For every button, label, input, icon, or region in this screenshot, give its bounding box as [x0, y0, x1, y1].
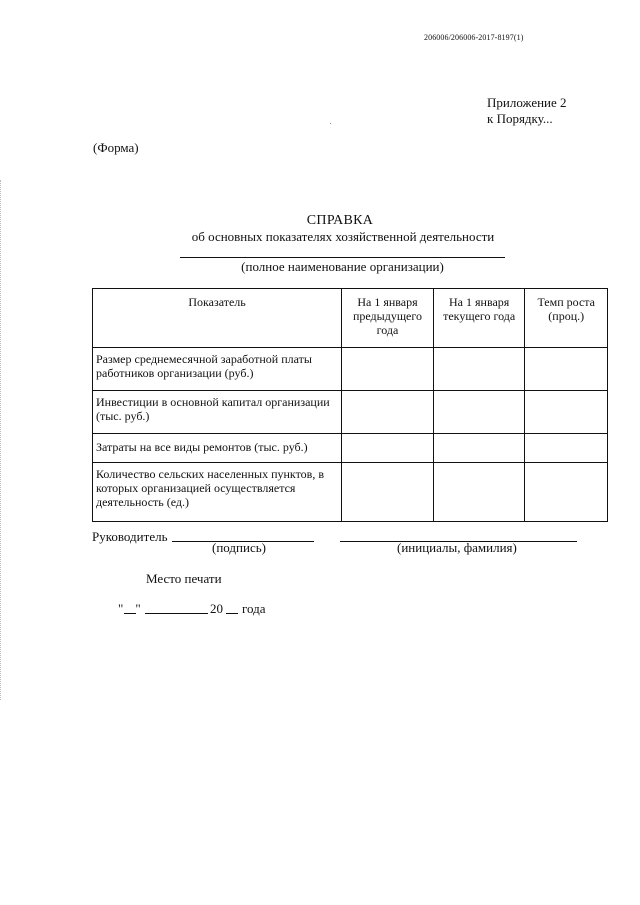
date-field	[118, 601, 141, 617]
name-caption: (инициалы, фамилия)	[397, 540, 517, 555]
table-row	[93, 434, 608, 463]
header-indicator: Показатель	[93, 289, 342, 348]
empty-cell	[342, 463, 434, 522]
scan-edge	[0, 180, 3, 700]
date-close-quote: "	[135, 601, 141, 616]
row-label: Инвестиции в основной капитал организации (тыс. руб.)	[93, 391, 342, 434]
empty-cell	[433, 434, 525, 463]
appendix-reference	[487, 95, 567, 127]
year-prefix: 20	[210, 601, 223, 616]
document-id: 206006/206006-2017-8197(1)	[424, 33, 524, 42]
empty-cell	[433, 463, 525, 522]
organization-name-line	[180, 257, 505, 258]
row-label: Затраты на все виды ремонтов (тыс. руб.)	[93, 434, 342, 463]
head-label: Руководитель	[92, 529, 168, 544]
empty-cell	[433, 391, 525, 434]
empty-cell	[342, 348, 434, 391]
empty-cell	[525, 348, 608, 391]
document-subtitle: об основных показателях хозяйственной деятельности	[191, 229, 495, 244]
day-line	[124, 613, 136, 614]
form-label: (Форма)	[93, 140, 139, 155]
empty-cell	[525, 391, 608, 434]
header-previous-year: На 1 января предыдущего года	[342, 289, 434, 348]
year-line	[226, 613, 238, 614]
date-open-quote: "	[118, 601, 124, 616]
empty-cell	[525, 463, 608, 522]
header-growth-rate: Темп роста (проц.)	[525, 289, 608, 348]
header-current-year: На 1 января текущего года	[433, 289, 525, 348]
seal-place-label: Место печати	[146, 571, 222, 586]
table-row	[93, 348, 608, 391]
empty-cell	[342, 391, 434, 434]
empty-cell	[433, 348, 525, 391]
document-title: СПРАВКА	[306, 213, 374, 228]
organization-name-caption: (полное наименование организации)	[241, 259, 444, 274]
table-row	[93, 463, 608, 522]
table-row	[93, 391, 608, 434]
row-label: Размер среднемесячной заработной платы работников организации (руб.)	[93, 348, 342, 391]
table-header-row	[93, 289, 608, 348]
empty-cell	[525, 434, 608, 463]
appendix-line-1: Приложение 2	[487, 95, 567, 110]
signature-caption: (подпись)	[212, 540, 266, 555]
month-line	[145, 613, 208, 614]
scan-speck	[330, 123, 331, 124]
year-word: года	[242, 601, 266, 616]
indicators-table	[92, 288, 608, 522]
row-label: Количество сельских населенных пунктов, в которых организацией осуществляется деятельность (ед.)	[93, 463, 342, 522]
empty-cell	[342, 434, 434, 463]
appendix-line-2: к Порядку...	[487, 111, 553, 126]
